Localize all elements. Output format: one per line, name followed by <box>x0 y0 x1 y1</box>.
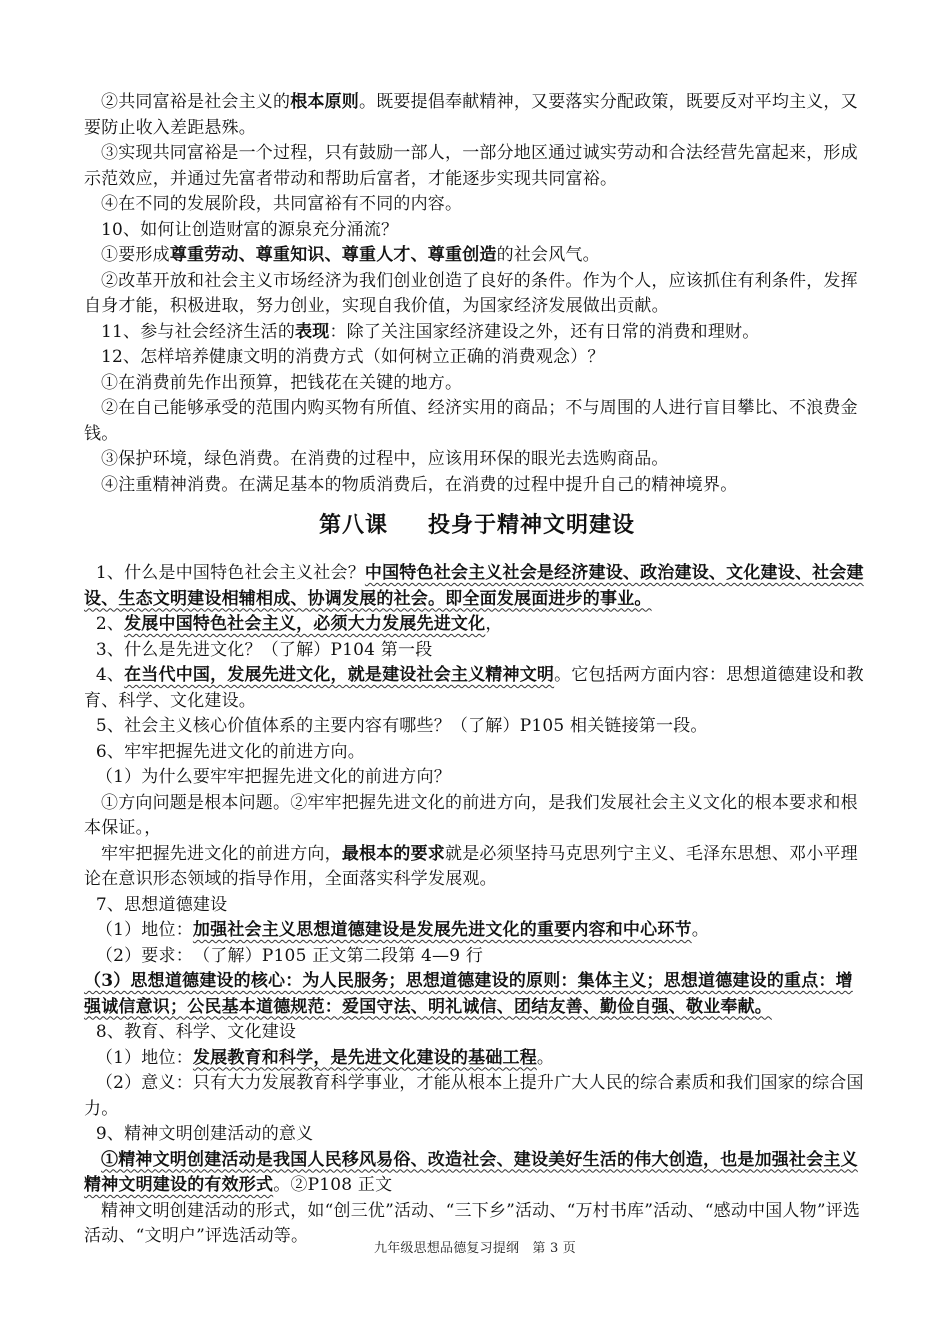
paragraph: 4、在当代中国，发展先进文化，就是建设社会主义精神文明。它包括两方面内容：思想道德建设和教育、科学、文化建设。 <box>84 665 864 711</box>
paragraph: ③实现共同富裕是一个过程，只有鼓励一部人，一部分地区通过诚实劳动和合法经营先富起来，形成示范效应，并通过先富者带动和帮助后富者，才能逐步实现共同富裕。 <box>84 143 858 189</box>
paragraph: 2、发展中国特色社会主义，必须大力发展先进文化， <box>95 614 503 634</box>
paragraph: 3、什么是先进文化？（了解）P104 第一段 <box>95 639 433 660</box>
lesson-title: 第八课 投身于精神文明建设 <box>318 513 636 538</box>
paragraph: ①精神文明创建活动是我国人民移风易俗、改造社会、建设美好生活的伟大创造，也是加强社会主义精神文明建设的有效形式。②P108 正文 <box>84 1149 858 1195</box>
paragraph: ④注重精神消费。在满足基本的物质消费后，在消费的过程中提升自己的精神境界。 <box>101 474 738 495</box>
paragraph: ④在不同的发展阶段，共同富裕有不同的内容。 <box>101 194 463 214</box>
paragraph: ②共同富裕是社会主义的根本原则。既要提倡奉献精神，又要落实分配政策，既要反对平均主义，又要防止收入差距悬殊。 <box>84 92 858 138</box>
page-content <box>84 90 870 1250</box>
paragraph: （1）地位：发展教育和科学，是先进文化建设的基础工程。 <box>95 1047 555 1068</box>
paragraph: （1）地位：加强社会主义思想道德建设是发展先进文化的重要内容和中心环节。 <box>95 920 709 940</box>
question-heading: 9、精神文明创建活动的意义 <box>95 1124 314 1144</box>
paragraph: ③保护环境，绿色消费。在消费的过程中，应该用环保的眼光去选购商品。 <box>101 449 669 469</box>
paragraph: 1、什么是中国特色社会主义社会？中国特色社会主义社会是经济建设、政治建设、文化建设、社会建设、生态文明建设相辅相成、协调发展的社会。即全面发展面进步的事业。 <box>84 563 864 609</box>
paragraph: 11、参与社会经济生活的表现：除了关注国家经济建设之外，还有日常的消费和理财。 <box>101 321 760 342</box>
paragraph: （3）思想道德建设的核心：为人民服务；思想道德建设的原则：集体主义；思想道德建设的重点：增强诚信意识；公民基本道德规范：爱国守法、明礼诚信、团结友善、勤俭自强、敬业奉献。 <box>84 971 853 1017</box>
question-heading: 7、思想道德建设 <box>95 894 228 915</box>
paragraph: ①要形成尊重劳动、尊重知识、尊重人才、尊重创造的社会风气。 <box>101 245 600 265</box>
paragraph: ①方向问题是根本问题。②牢牢把握先进文化的前进方向，是我们发展社会主义文化的根本要求和根本保证。， <box>84 792 858 838</box>
paragraph: ②改革开放和社会主义市场经济为我们创业创造了良好的条件。作为个人，应该抓住有利条件，发挥自身才能，积极进取，努力创业，实现自我价值，为国家经济发展做出贡献。 <box>84 270 858 316</box>
question-heading: 10、如何让创造财富的源泉充分涌流？ <box>101 219 399 240</box>
paragraph: （1）为什么要牢牢把握先进文化的前进方向？ <box>95 767 451 787</box>
page-footer: 九年级思想品德复习提纲 第 3 页 <box>374 1241 576 1256</box>
paragraph: （2）要求： （了解）P105 正文第二段第 4—9 行 <box>95 945 484 966</box>
paragraph: 牢牢把握先进文化的前进方向，最根本的要求就是必须坚持马克思列宁主义、毛泽东思想、邓小平理论在意识形态领域的指导作用，全面落实科学发展观。 <box>84 843 858 889</box>
question-heading: 8、教育、科学、文化建设 <box>95 1022 297 1042</box>
question-heading: 12、怎样培养健康文明的消费方式（如何树立正确的消费观念）？ <box>101 347 605 367</box>
question-heading: 6、牢牢把握先进文化的前进方向。 <box>95 741 365 762</box>
paragraph: 精神文明创建活动的形式，如“创三优”活动、“三下乡”活动、“万村书库”活动、“感动中国人物”评选活动、“文明户”评选活动等。 <box>84 1200 861 1246</box>
paragraph: ①在消费前先作出预算，把钱花在关键的地方。 <box>101 372 463 393</box>
paragraph: ②在自己能够承受的范围内购买物有所值、经济实用的商品；不与周围的人进行盲目攀比、不浪费金钱。 <box>84 398 858 444</box>
paragraph: （2）意义：只有大力发展教育科学事业，才能从根本上提升广大人民的综合素质和我们国家的综合国力。 <box>84 1073 864 1119</box>
paragraph: 5、社会主义核心价值体系的主要内容有哪些？（了解）P105 相关链接第一段。 <box>95 716 708 736</box>
